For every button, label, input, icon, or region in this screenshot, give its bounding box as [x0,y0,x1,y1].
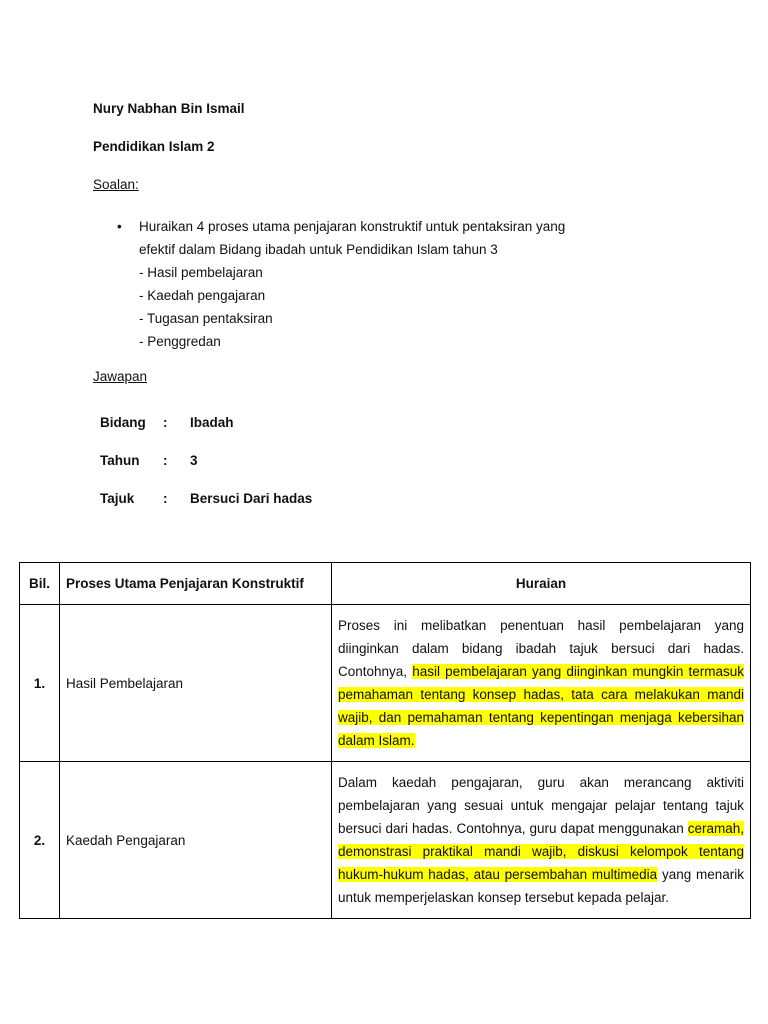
row-description [332,762,751,919]
field-key: Tajuk [100,491,135,506]
field-separator: : [163,453,168,468]
table-header-row [20,563,751,605]
row-description [332,605,751,762]
subject-title: Pendidikan Islam 2 [93,139,215,154]
header-huraian: Huraian [332,563,751,605]
answer-label: Jawapan [93,369,148,384]
question-bullet-item [117,215,565,353]
field-key: Bidang [100,415,146,430]
highlighted-text: ceramah, demonstrasi praktikal mandi wajib, diskusi kelompok tentang hukum-hukum hadas, atau persembahan multimedia [338,821,744,882]
highlighted-text: hasil pembelajaran yang diinginkan mungkin termasuk pemahaman tentang konsep hadas, tata cara melakukan mandi wajib, dan pemahaman tentang kepentingan menjaga kebersihan dalam Islam. [338,664,744,748]
question-label: Soalan: [93,177,139,192]
field-value: Bersuci Dari hadas [190,491,313,506]
row-number: 1. [20,605,60,762]
question-line: efektif dalam Bidang ibadah untuk Pendidikan Islam tahun 3 [139,242,498,257]
row-process: Hasil Pembelajaran [60,605,332,762]
table-row [20,605,751,762]
field-separator: : [163,415,168,430]
field-key: Tahun [100,453,140,468]
question-list-item: - Hasil pembelajaran [139,265,263,280]
header-proses: Proses Utama Penjajaran Konstruktif [60,563,332,605]
question-list-item: - Kaedah pengajaran [139,288,266,303]
question-list-item: - Tugasan pentaksiran [139,311,273,326]
question-body [139,215,565,353]
description-text: Proses ini melibatkan penentuan hasil pembelajaran yang diinginkan dalam bidang ibadah tajuk bersuci dari hadas. Contohnya, [338,618,744,679]
description-text: Dalam kaedah pengajaran, guru akan merancang aktiviti pembelajaran yang sesuai untuk mengajar pelajar tentang tajuk bersuci dari hadas. Contohnya, guru dapat menggunakan [338,775,744,836]
header-bil: Bil. [20,563,60,605]
field-value: Ibadah [190,415,234,430]
row-number: 2. [20,762,60,919]
description-text: yang menarik untuk memperjelaskan konsep tersebut kepada pelajar. [338,867,744,905]
question-list-item: - Penggredan [139,334,221,349]
field-value: 3 [190,453,198,468]
row-process: Kaedah Pengajaran [60,762,332,919]
question-line: Huraikan 4 proses utama penjajaran konstruktif untuk pentaksiran yang [139,219,566,234]
author-name: Nury Nabhan Bin Ismail [93,101,245,116]
field-separator: : [163,491,168,506]
table-row [20,762,751,919]
process-table [19,562,751,919]
bullet-icon: • [117,219,122,234]
